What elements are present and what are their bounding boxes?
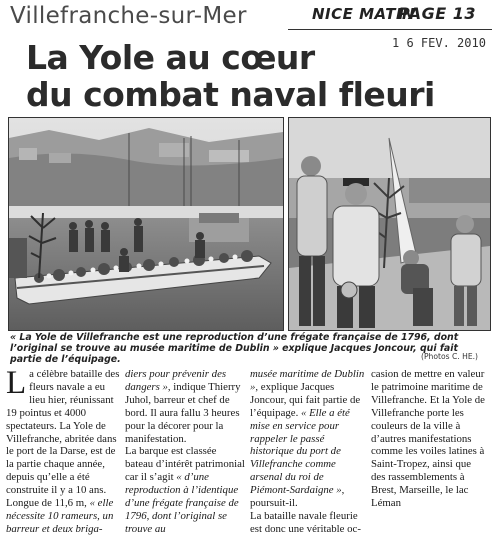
col4-text: casion de mettre en valeur le patrimoine maritime de Villefranche. Et la Yole de Villefranche porte les couleurs de la ville à d’autres manifestations comme les voiles latines à Saint-Tropez, ainsi que des rassemblements à Brest, Marseille, le lac Léman: [371, 368, 485, 510]
col1-text: a célèbre bataille des fleurs navale a eu lieu hier, réunissant 19 pointus et 4000 spectateurs. La Yole de Villefranche, abritée dans le port de la Darse, est de la partie chaque année, depuis qu’elle a été construite il y a 10 ans. Longue de 11,6 m,: [6, 368, 120, 510]
col2-text1: , indique Thierry Juhol, barreur et chef de bord. Il aura fallu 3 heures pour la décorer pour la manifestation.: [125, 380, 241, 445]
photo-decorated-boat: [8, 117, 284, 331]
col3-quote2: « Elle a été mise en service pour rappeler le passé historique du port de Villefranche comme arsenal du roi de Piémont-Sardaigne »: [250, 406, 350, 497]
handwritten-page: PAGE 13: [398, 4, 477, 23]
headline-line-2: du combat naval fleuri: [26, 75, 435, 114]
article-column-2: [125, 368, 245, 535]
photo-crew: [288, 117, 491, 331]
headline-line-1: La Yole au cœur: [26, 38, 315, 77]
drop-cap: L: [6, 365, 27, 401]
col1-quote: « elle nécessite 10 rameurs, un barreur et deux briga-: [6, 497, 114, 535]
date-stamp: 1 6 FEV. 2010: [392, 36, 486, 50]
col2-text2: La barque est classée bateau d’intérêt patrimonial car il s’agit: [125, 445, 245, 484]
col3-quote: musée maritime de Dublin »: [250, 368, 365, 393]
article-column-4: [371, 368, 485, 514]
section-title: Villefranche-sur-Mer: [10, 3, 247, 29]
col3-text2: , poursuit-il.: [250, 484, 345, 510]
col2-quote: diers pour prévenir des dangers »: [125, 368, 227, 393]
col2-quote2: « d’une reproduction à l’identique d’une frégate française de 1796, dont l’original se trouve au: [125, 471, 239, 535]
photo-crew-illustration: [289, 118, 490, 330]
photo-boat-illustration: [9, 118, 283, 330]
article-column-3: [250, 368, 365, 535]
header-rule: [288, 29, 492, 30]
photo-caption: « La Yole de Villefranche est une reproduction d’une frégate française de 1796, dont l’original se trouve au musée maritime de Dublin » explique Jacques Joncour, qui fait partie de l’équipage.: [10, 332, 459, 365]
col3-text3: La bataille navale fleurie est donc une véritable oc-: [250, 509, 361, 535]
handwritten-source: NICE MATIN: [312, 5, 416, 23]
photo-credit: (Photos C. HE.): [421, 352, 479, 361]
col3-text1: , explique Jacques Joncour, qui fait partie de l’équipage.: [250, 380, 361, 419]
article-column-1: [6, 365, 120, 535]
